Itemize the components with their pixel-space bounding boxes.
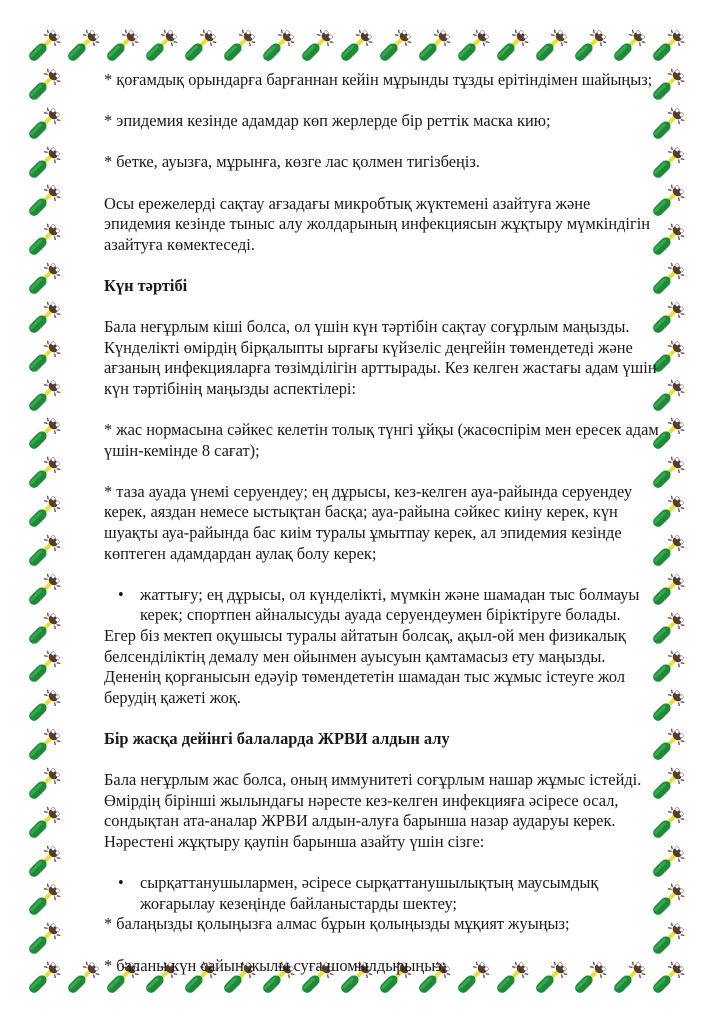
champagne-bottle-icon [221,26,257,66]
champagne-bottle-icon [572,26,608,66]
champagne-bottle-icon [26,647,62,687]
champagne-bottle-icon [26,337,62,377]
paragraph-walks: * таза ауада үнемі серуендеу; ең дұрысы, кез-келген ауа-райында серуендеу керек, аяздан немесе ыстықтан басқа; ауа-райына сәйкес киіну керек, күн шуақты ауа-райында бас киім туралы ұмытпау керек, ал эпидемия кезінде көптеген адамдардан аулақ болу керек; [104,481,633,563]
heading-infant-prevention: Бір жасқа дейінгі балаларда ЖРВИ алдын алу [104,729,450,748]
champagne-bottle-icon [455,26,491,66]
champagne-bottle-icon [338,26,374,66]
paragraph-sleep: * жас нормасына сәйкес келетін толық түнгі ұйқы (жасөспірім мен ересек адам үшін-кемінде 8 сағат); [104,420,659,460]
heading-daily-routine: Күн тәртібі [104,275,188,295]
champagne-bottle-icon [65,958,101,998]
champagne-bottle-icon [260,26,296,66]
list-item-contacts [118,873,660,914]
champagne-bottle-icon [26,65,62,105]
list-item-text: жаттығу; ең дұрысы, ол күнделікті, мүмкін және шамадан тыс болмауы керек; спортпен айналысуды ауада серуендеумен біріктіруге болады. [140,584,640,625]
champagne-bottle-icon [26,414,62,454]
champagne-bottle-icon [26,453,62,493]
champagne-bottle-icon [299,26,335,66]
bullet-icon: • [118,873,124,893]
paragraph-mask: * эпидемия кезінде адамдар көп жерлерде бір реттік маска кию; [104,111,551,131]
champagne-bottle-icon [377,26,413,66]
champagne-bottle-icon [26,259,62,299]
champagne-bottle-icon [26,803,62,843]
champagne-bottle-icon [26,919,62,959]
champagne-bottle-icon [26,143,62,183]
champagne-bottle-icon [26,842,62,882]
champagne-bottle-icon [26,764,62,804]
paragraph-infant-immunity: Бала неғұрлым жас болса, оның иммунитеті соғұрлым нашар жұмыс істейді. Өмірдің бірінші жылындағы нәресте кез-келген инфекцияға әсіресе осал, сондықтан ата-аналар ЖРВИ алдын-алуға барынша назар аударуы керек. Нәрестені жұқтыру қаупін барынша азайту үшін сізге: [104,770,642,851]
champagne-bottle-icon [26,570,62,610]
champagne-bottle-icon [26,26,62,66]
paragraph-rules-summary: Осы ережелерді сақтау ағзадағы микробтық жүктемені азайтуға және эпидемия кезінде тыныс алу жолдарының инфекциясын жұқтыру мүмкіндігін азайтуға көмектеседі. [104,193,651,254]
champagne-bottle-icon [26,609,62,649]
champagne-bottle-icon [26,181,62,221]
paragraph-hand-wash: * балаңызды қолыңызға алмас бұрын қолыңызды мұқият жуыңыз; [104,914,570,934]
champagne-bottle-icon [26,531,62,571]
paragraph-bathing: * баланы күн сайын жылы суға шомылдырыңыз; [104,955,447,975]
champagne-bottle-icon [494,26,530,66]
bullet-icon: • [118,584,124,604]
paragraph-nasal-rinse: * қоғамдық орындарға барғаннан кейін мұрынды тұзды ерітіндімен шайыңыз; [104,70,653,89]
champagne-bottle-icon [26,298,62,338]
paragraph-schoolchild: Егер біз мектеп оқушысы туралы айтатын болсақ, ақыл-ой мен физикалық белсенділіктің демалу мен ойынмен ауысуын қамтамасыз ету маңызды. Дененің қорғанысын едәуір төмендететін шамадан тыс жұмыс істеуге жол берудің қажеті жоқ. [104,626,626,707]
paragraph-routine-importance: Бала неғұрлым кіші болса, ол үшін күн тәртібін сақтау соғұрлым маңызды. Күнделікті өмірдің бірқалыпты ырғағы күйзеліс деңгейін төмендетеді және ағзаның инфекцияларға төзімділігін арттырады. Кез келген жастағы адам үшін күн тәртібінің маңызды аспектілері: [104,317,657,398]
champagne-bottle-icon [26,686,62,726]
champagne-bottle-icon [26,725,62,765]
champagne-bottle-icon [26,880,62,920]
champagne-bottle-icon [650,26,686,66]
champagne-bottle-icon [26,220,62,260]
champagne-bottle-icon [104,26,140,66]
champagne-bottle-icon [416,26,452,66]
champagne-bottle-icon [143,26,179,66]
champagne-bottle-icon [65,26,101,66]
champagne-bottle-icon [26,492,62,532]
champagne-bottle-icon [26,958,62,998]
list-item-text: сырқаттанушылармен, әсіресе сырқаттанушылықтың маусымдық жоғарылау кезеңінде байланыстарды шектеу; [140,873,599,913]
document-body [104,70,660,997]
champagne-bottle-icon [533,26,569,66]
list-item-exercise [118,584,660,626]
champagne-bottle-icon [26,104,62,144]
list-exercise [104,585,660,626]
champagne-bottle-icon [182,26,218,66]
paragraph-face-touch: * бетке, ауызға, мұрынға, көзге лас қолмен тигізбеңіз. [104,152,480,172]
list-contacts [104,873,660,914]
champagne-bottle-icon [26,376,62,416]
champagne-bottle-icon [611,26,647,66]
